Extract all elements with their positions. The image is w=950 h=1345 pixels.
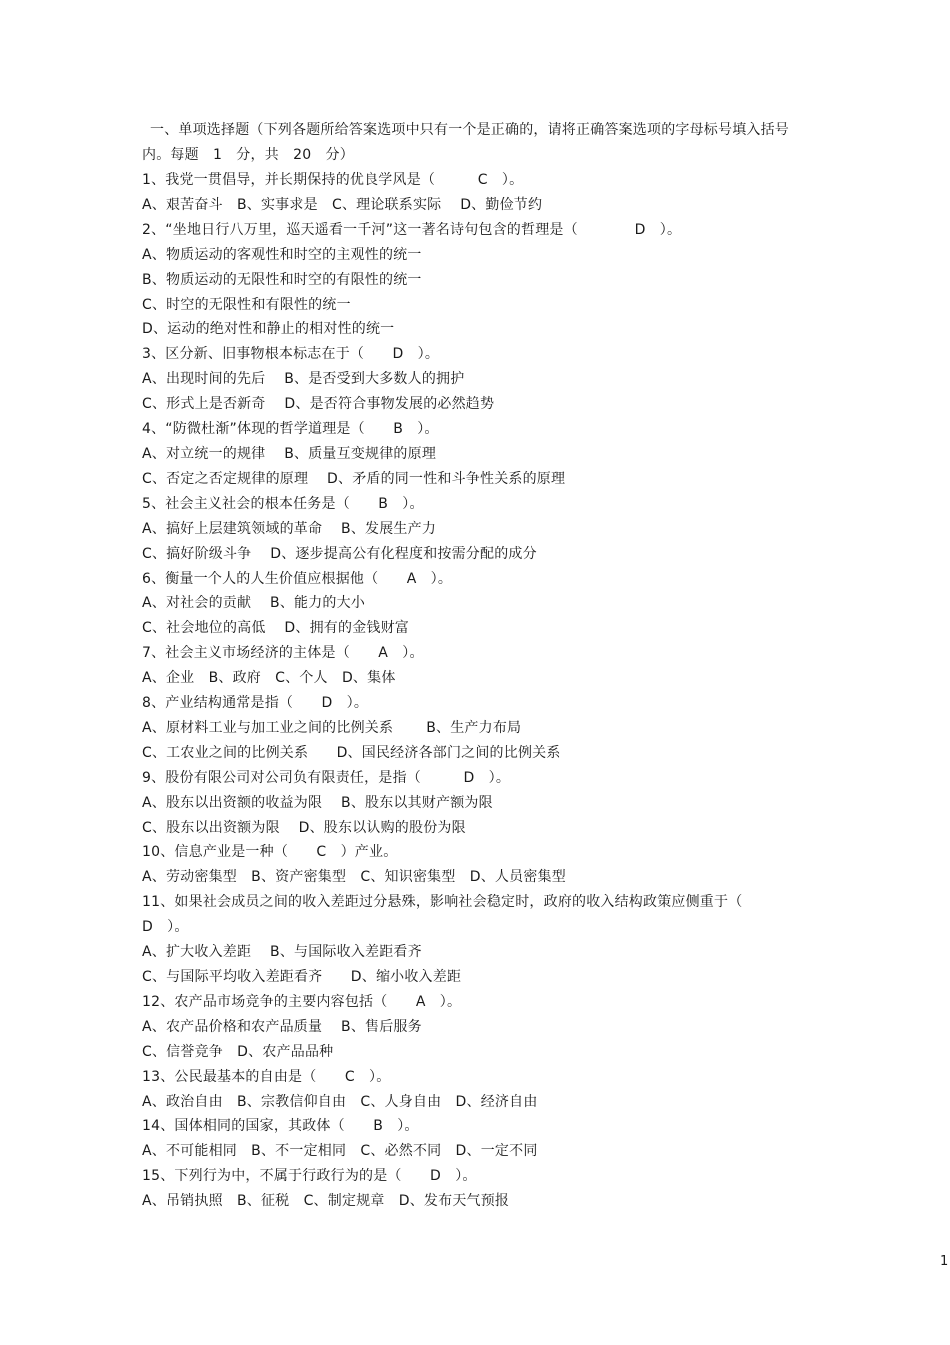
- answer-options: D、运动的绝对性和静止的相对性的统一: [142, 321, 395, 338]
- question-block: [142, 1164, 802, 1214]
- answer-options: C、社会地位的高低 D、拥有的金钱财富: [142, 620, 410, 637]
- question-stem: 10、信息产业是一种（ C ）产业。: [142, 844, 398, 861]
- answer-options: A、不可能相同 B、不一定相同 C、必然不同 D、一定不同: [142, 1143, 538, 1160]
- question-block: [142, 1065, 802, 1115]
- answer-options: C、与国际平均收入差距看齐 D、缩小收入差距: [142, 969, 462, 985]
- page-number: 1: [940, 1254, 949, 1269]
- answer-options: A、对立统一的规律 B、质量互变规律的原理: [142, 445, 437, 462]
- question-stem: 14、国体相同的国家，其政体（ B ）。: [142, 1118, 419, 1135]
- question-stem: 9、股份有限公司对公司负有限责任，是指（ D ）。: [142, 769, 511, 786]
- answer-options: A、艰苦奋斗 B、实事求是 C、理论联系实际 D、勤俭节约: [142, 196, 543, 213]
- answer-options: A、出现时间的先后 B、是否受到大多数人的拥护: [142, 371, 465, 388]
- question-stem: 4、“防微杜渐”体现的哲学道理是（ B ）。: [142, 421, 439, 438]
- answer-options: C、工农业之间的比例关系 D、国民经济各部门之间的比例关系: [142, 744, 561, 761]
- answer-options: C、形式上是否新奇 D、是否符合事物发展的必然趋势: [142, 396, 495, 413]
- question-block: [142, 342, 802, 417]
- question-block: [142, 1114, 802, 1164]
- question-block: [142, 840, 802, 890]
- answer-options: C、时空的无限性和有限性的统一: [142, 296, 351, 313]
- answer-options: A、企业 B、政府 C、个人 D、集体: [142, 670, 396, 687]
- answer-options: C、否定之否定规律的原理 D、矛盾的同一性和斗争性关系的原理: [142, 470, 566, 487]
- answer-options: A、扩大收入差距 B、与国际收入差距看齐: [142, 944, 422, 961]
- answer-options: C、股东以出资额为限 D、股东以认购的股份为限: [142, 819, 466, 836]
- answer-options: B、物质运动的无限性和时空的有限性的统一: [142, 271, 422, 288]
- answer-options: A、股东以出资额的收益为限 B、股东以其财产额为限: [142, 794, 493, 811]
- question-block: [142, 168, 802, 218]
- section-heading: 一、单项选择题（下列各题所给答案选项中只有一个是正确的，请将正确答案选项的字母标号填入括号内。每题 1 分，共 20 分）: [142, 122, 789, 163]
- question-list: [142, 168, 802, 1214]
- question-block: [142, 641, 802, 691]
- document-body: [142, 118, 802, 1214]
- answer-options: A、对社会的贡献 B、能力的大小: [142, 595, 366, 612]
- question-block: [142, 417, 802, 492]
- question-stem: 12、农产品市场竞争的主要内容包括（ A ）。: [142, 993, 462, 1010]
- question-stem: 5、社会主义社会的根本任务是（ B ）。: [142, 495, 424, 512]
- answer-options: C、搞好阶级斗争 D、逐步提高公有化程度和按需分配的成分: [142, 545, 537, 562]
- answer-options: C、信誉竞争 D、农产品品种: [142, 1043, 334, 1060]
- question-stem: 8、产业结构通常是指（ D ）。: [142, 695, 369, 712]
- question-block: [142, 990, 802, 1065]
- question-stem: 13、公民最基本的自由是（ C ）。: [142, 1068, 391, 1085]
- question-stem: 6、衡量一个人的人生价值应根据他（ A ）。: [142, 570, 453, 587]
- question-block: [142, 890, 802, 990]
- question-block: [142, 766, 802, 841]
- question-stem: 2、“坐地日行八万里，巡天遥看一千河”这一著名诗句包含的哲理是（ D ）。: [142, 221, 682, 238]
- question-block: [142, 567, 802, 642]
- question-stem: 7、社会主义市场经济的主体是（ A ）。: [142, 645, 424, 662]
- answer-options: A、农产品价格和农产品质量 B、售后服务: [142, 1018, 422, 1035]
- answer-options: A、物质运动的客观性和时空的主观性的统一: [142, 246, 422, 263]
- question-stem: 11、如果社会成员之间的收入差距过分悬殊，影响社会稳定时，政府的收入结构政策应侧重于（ D ）。: [142, 894, 757, 936]
- answer-options: A、原材料工业与加工业之间的比例关系 B、生产力布局: [142, 719, 522, 736]
- question-stem: 15、下列行为中，不属于行政行为的是（ D ）。: [142, 1168, 477, 1185]
- question-stem: 3、区分新、旧事物根本标志在于（ D ）。: [142, 346, 440, 363]
- question-block: [142, 218, 802, 343]
- answer-options: A、劳动密集型 B、资产密集型 C、知识密集型 D、人员密集型: [142, 869, 566, 886]
- question-stem: 1、我党一贯倡导，并长期保持的优良学风是（ C ）。: [142, 172, 524, 188]
- question-block: [142, 492, 802, 567]
- answer-options: A、政治自由 B、宗教信仰自由 C、人身自由 D、经济自由: [142, 1093, 538, 1110]
- answer-options: A、搞好上层建筑领域的革命 B、发展生产力: [142, 520, 437, 537]
- answer-options: A、吊销执照 B、征税 C、制定规章 D、发布天气预报: [142, 1193, 510, 1210]
- question-block: [142, 691, 802, 766]
